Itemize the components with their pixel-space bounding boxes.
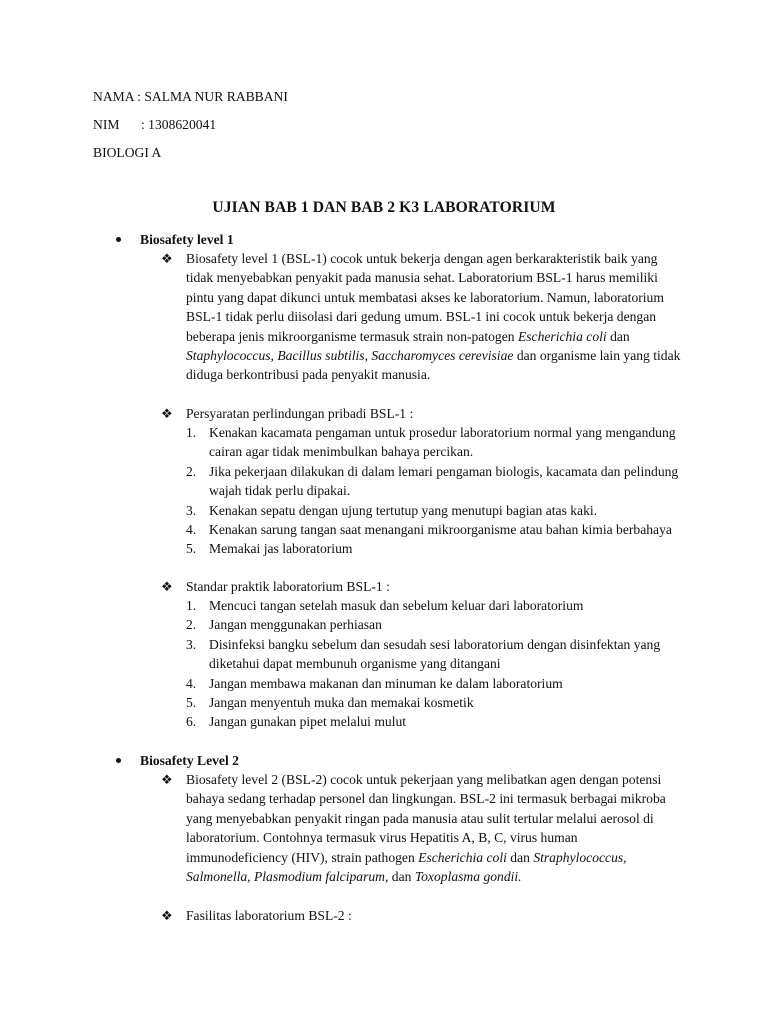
diamond-bullet-icon: ❖ xyxy=(161,908,173,923)
list-item: 3. Kenakan sepatu dengan ujung tertutup yang menutupi bagian atas kaki. xyxy=(186,502,598,518)
section-2-paragraph: ❖ Biosafety level 2 (BSL-2) cocok untuk pekerjaan yang melibatkan agen dengan potensi bahaya sedang terhadap personel dan lingkungan. BSL-2 ini termasuk berbagai mikroba yang menyebabkan penyakit ringan pada manusia atau sulit tertular melalui aerosol di laboratorium. Contohnya termasuk virus Hepatitis A, B, C, virus human immunodeficiency (HIV), strain pathogen Escherichia coli dan Straphylococcus, Salmonella, Plasmodium falciparum, dan Toxoplasma gondii. xyxy=(161,772,666,885)
list-item: 6. Jangan gunakan pipet melalui mulut xyxy=(186,714,407,730)
practice-list xyxy=(186,596,686,732)
nim-label: NIM xyxy=(93,117,120,132)
list-item: 5. Jangan menyentuh muka dan memakai kosmetik xyxy=(186,695,474,711)
list-item: 3. Disinfeksi bangku sebelum dan sesudah sesi laboratorium dengan disinfektan yang diketahui dapat membunuh organisme yang ditangani xyxy=(186,636,661,672)
list-item: 1. Mencuci tangan setelah masuk dan sebelum keluar dari laboratorium xyxy=(186,598,584,613)
nim-value: : 1308620041 xyxy=(141,117,217,132)
diamond-bullet-icon: ❖ xyxy=(161,772,173,787)
species-name: Straphylococcus, Salmonella, Plasmodium falciparum, xyxy=(186,849,627,885)
name-line xyxy=(93,87,288,106)
facility-subheading: ❖ Fasilitas laboratorium BSL-2 : xyxy=(161,906,681,925)
list-item: 4. Kenakan sarung tangan saat menangani mikroorganisme atau bahan kimia berbahaya xyxy=(186,522,672,538)
document-title: UJIAN BAB 1 DAN BAB 2 K3 LABORATORIUM xyxy=(212,199,556,216)
section-1-heading xyxy=(116,230,234,249)
class-line: BIOLOGI A xyxy=(93,145,162,160)
list-item: 5. Memakai jas laboratorium xyxy=(186,541,353,557)
name-value: SALMA NUR RABBANI xyxy=(144,89,288,104)
diamond-bullet-icon: ❖ xyxy=(161,251,173,266)
section-2-heading xyxy=(116,751,239,770)
section-1-heading-text: Biosafety level 1 xyxy=(140,232,234,247)
diamond-bullet-icon: ❖ xyxy=(161,406,173,421)
species-name: Escherichia coli xyxy=(517,328,607,344)
species-name: Toxoplasma gondii. xyxy=(414,869,522,885)
diamond-bullet-icon: ❖ xyxy=(161,579,173,594)
list-item: 2. Jangan menggunakan perhiasan xyxy=(186,617,382,633)
ppe-list xyxy=(186,423,686,559)
practice-subheading: ❖ Standar praktik laboratorium BSL-1 : xyxy=(161,577,681,596)
list-item: 1. Kenakan kacamata pengaman untuk prosedur laboratorium normal yang mengandung cairan agar tidak menimbulkan bahaya percikan. xyxy=(186,425,676,460)
section-1-paragraph: ❖ Biosafety level 1 (BSL-1) cocok untuk bekerja dengan agen berkarakteristik baik yang tidak menyebabkan penyakit pada manusia sehat. Laboratorium BSL-1 harus memiliki pintu yang dapat dikunci untuk membatasi akses ke laboratorium. Namun, laboratorium BSL-1 tidak perlu diisolasi dari gedung umum. BSL-1 ini cocok untuk bekerja dengan beberapa jenis mikroorganisme termasuk strain non-patogen Escherichia coli dan Staphylococcus, Bacillus subtilis, Saccharomyces cerevisiae dan organisme lain yang tidak diduga berkontribusi pada penyakit manusia. xyxy=(161,251,681,383)
bullet-dot-icon xyxy=(116,758,121,763)
bullet-dot-icon xyxy=(116,237,121,242)
section-2-heading-text: Biosafety Level 2 xyxy=(140,753,239,768)
list-item: 4. Jangan membawa makanan dan minuman ke dalam laboratorium xyxy=(186,675,563,691)
species-name: Escherichia coli xyxy=(418,849,507,865)
list-item: 2. Jika pekerjaan dilakukan di dalam lemari pengaman biologis, kacamata dan pelindung wajah tidak perlu dipakai. xyxy=(186,463,679,499)
ppe-subheading: ❖ Persyaratan perlindungan pribadi BSL-1 : xyxy=(161,404,681,423)
nim-line xyxy=(93,115,216,134)
name-label: NAMA : xyxy=(93,89,145,104)
species-name: Staphylococcus, Bacillus subtilis, Saccharomyces cerevisiae xyxy=(186,348,514,364)
